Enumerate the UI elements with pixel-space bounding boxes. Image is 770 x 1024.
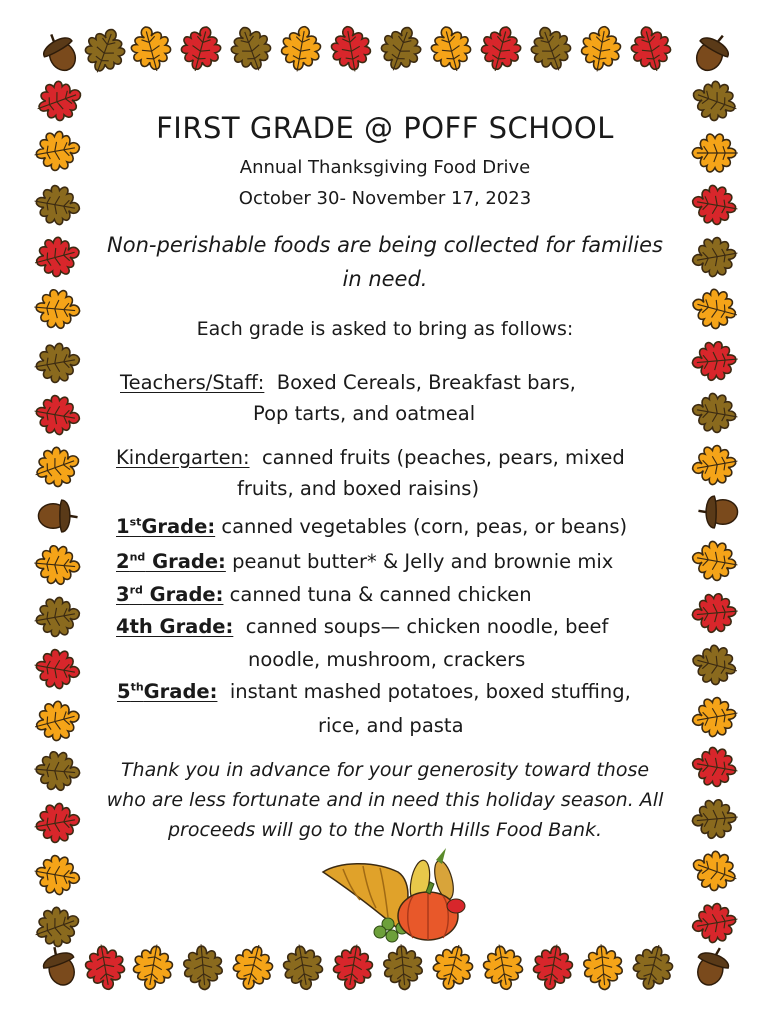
first-grade-items: canned vegetables (corn, peas, or beans) <box>221 515 628 538</box>
fifth-grade-label: 5thGrade: <box>117 680 218 703</box>
intro-line-1: Non-perishable foods are being collected for families <box>107 233 663 257</box>
fourth-grade-row <box>116 615 608 638</box>
instructions-text: Each grade is asked to bring as follows: <box>196 318 574 340</box>
drive-subtitle: Annual Thanksgiving Food Drive <box>239 157 531 178</box>
intro-line-2: in need. <box>342 267 428 291</box>
kindergarten-items-cont: fruits, and boxed raisins) <box>237 477 480 500</box>
fourth-grade-items-cont: noodle, mushroom, crackers <box>248 648 526 671</box>
fifth-grade-items: instant mashed potatoes, boxed stuffing, <box>229 680 631 703</box>
drive-dates: October 30- November 17, 2023 <box>238 188 532 209</box>
teachers-label: Teachers/Staff: <box>120 371 265 394</box>
teachers-items-cont: Pop tarts, and oatmeal <box>253 402 476 425</box>
third-grade-items: canned tuna & canned chicken <box>229 583 532 606</box>
fifth-grade-row <box>117 680 631 703</box>
teachers-items: Boxed Cereals, Breakfast bars, <box>276 371 576 394</box>
closing-line-1: Thank you in advance for your generosity toward those <box>120 759 650 781</box>
third-grade-row <box>116 583 532 606</box>
fourth-grade-items: canned soups— chicken noodle, beef <box>245 615 609 638</box>
first-grade-label: 1stGrade: <box>116 515 216 538</box>
kindergarten-row <box>116 446 625 469</box>
kindergarten-label: Kindergarten: <box>116 446 250 469</box>
teachers-row <box>120 371 576 394</box>
closing-line-3: proceeds will go to the North Hills Food Bank. <box>167 819 603 841</box>
closing-line-2: who are less fortunate and in need this holiday season. All <box>106 789 664 811</box>
fourth-grade-label: 4th Grade: <box>116 615 234 638</box>
second-grade-row <box>116 550 613 573</box>
third-grade-label: 3rd Grade: <box>116 583 224 606</box>
cornucopia-icon <box>318 842 468 946</box>
fifth-grade-items-cont: rice, and pasta <box>318 714 464 737</box>
second-grade-label: 2nd Grade: <box>116 550 226 573</box>
first-grade-row <box>116 515 627 538</box>
second-grade-items: peanut butter* & Jelly and brownie mix <box>232 550 614 573</box>
page-title: FIRST GRADE @ POFF SCHOOL <box>156 111 614 145</box>
kindergarten-items: canned fruits (peaches, pears, mixed <box>261 446 625 469</box>
